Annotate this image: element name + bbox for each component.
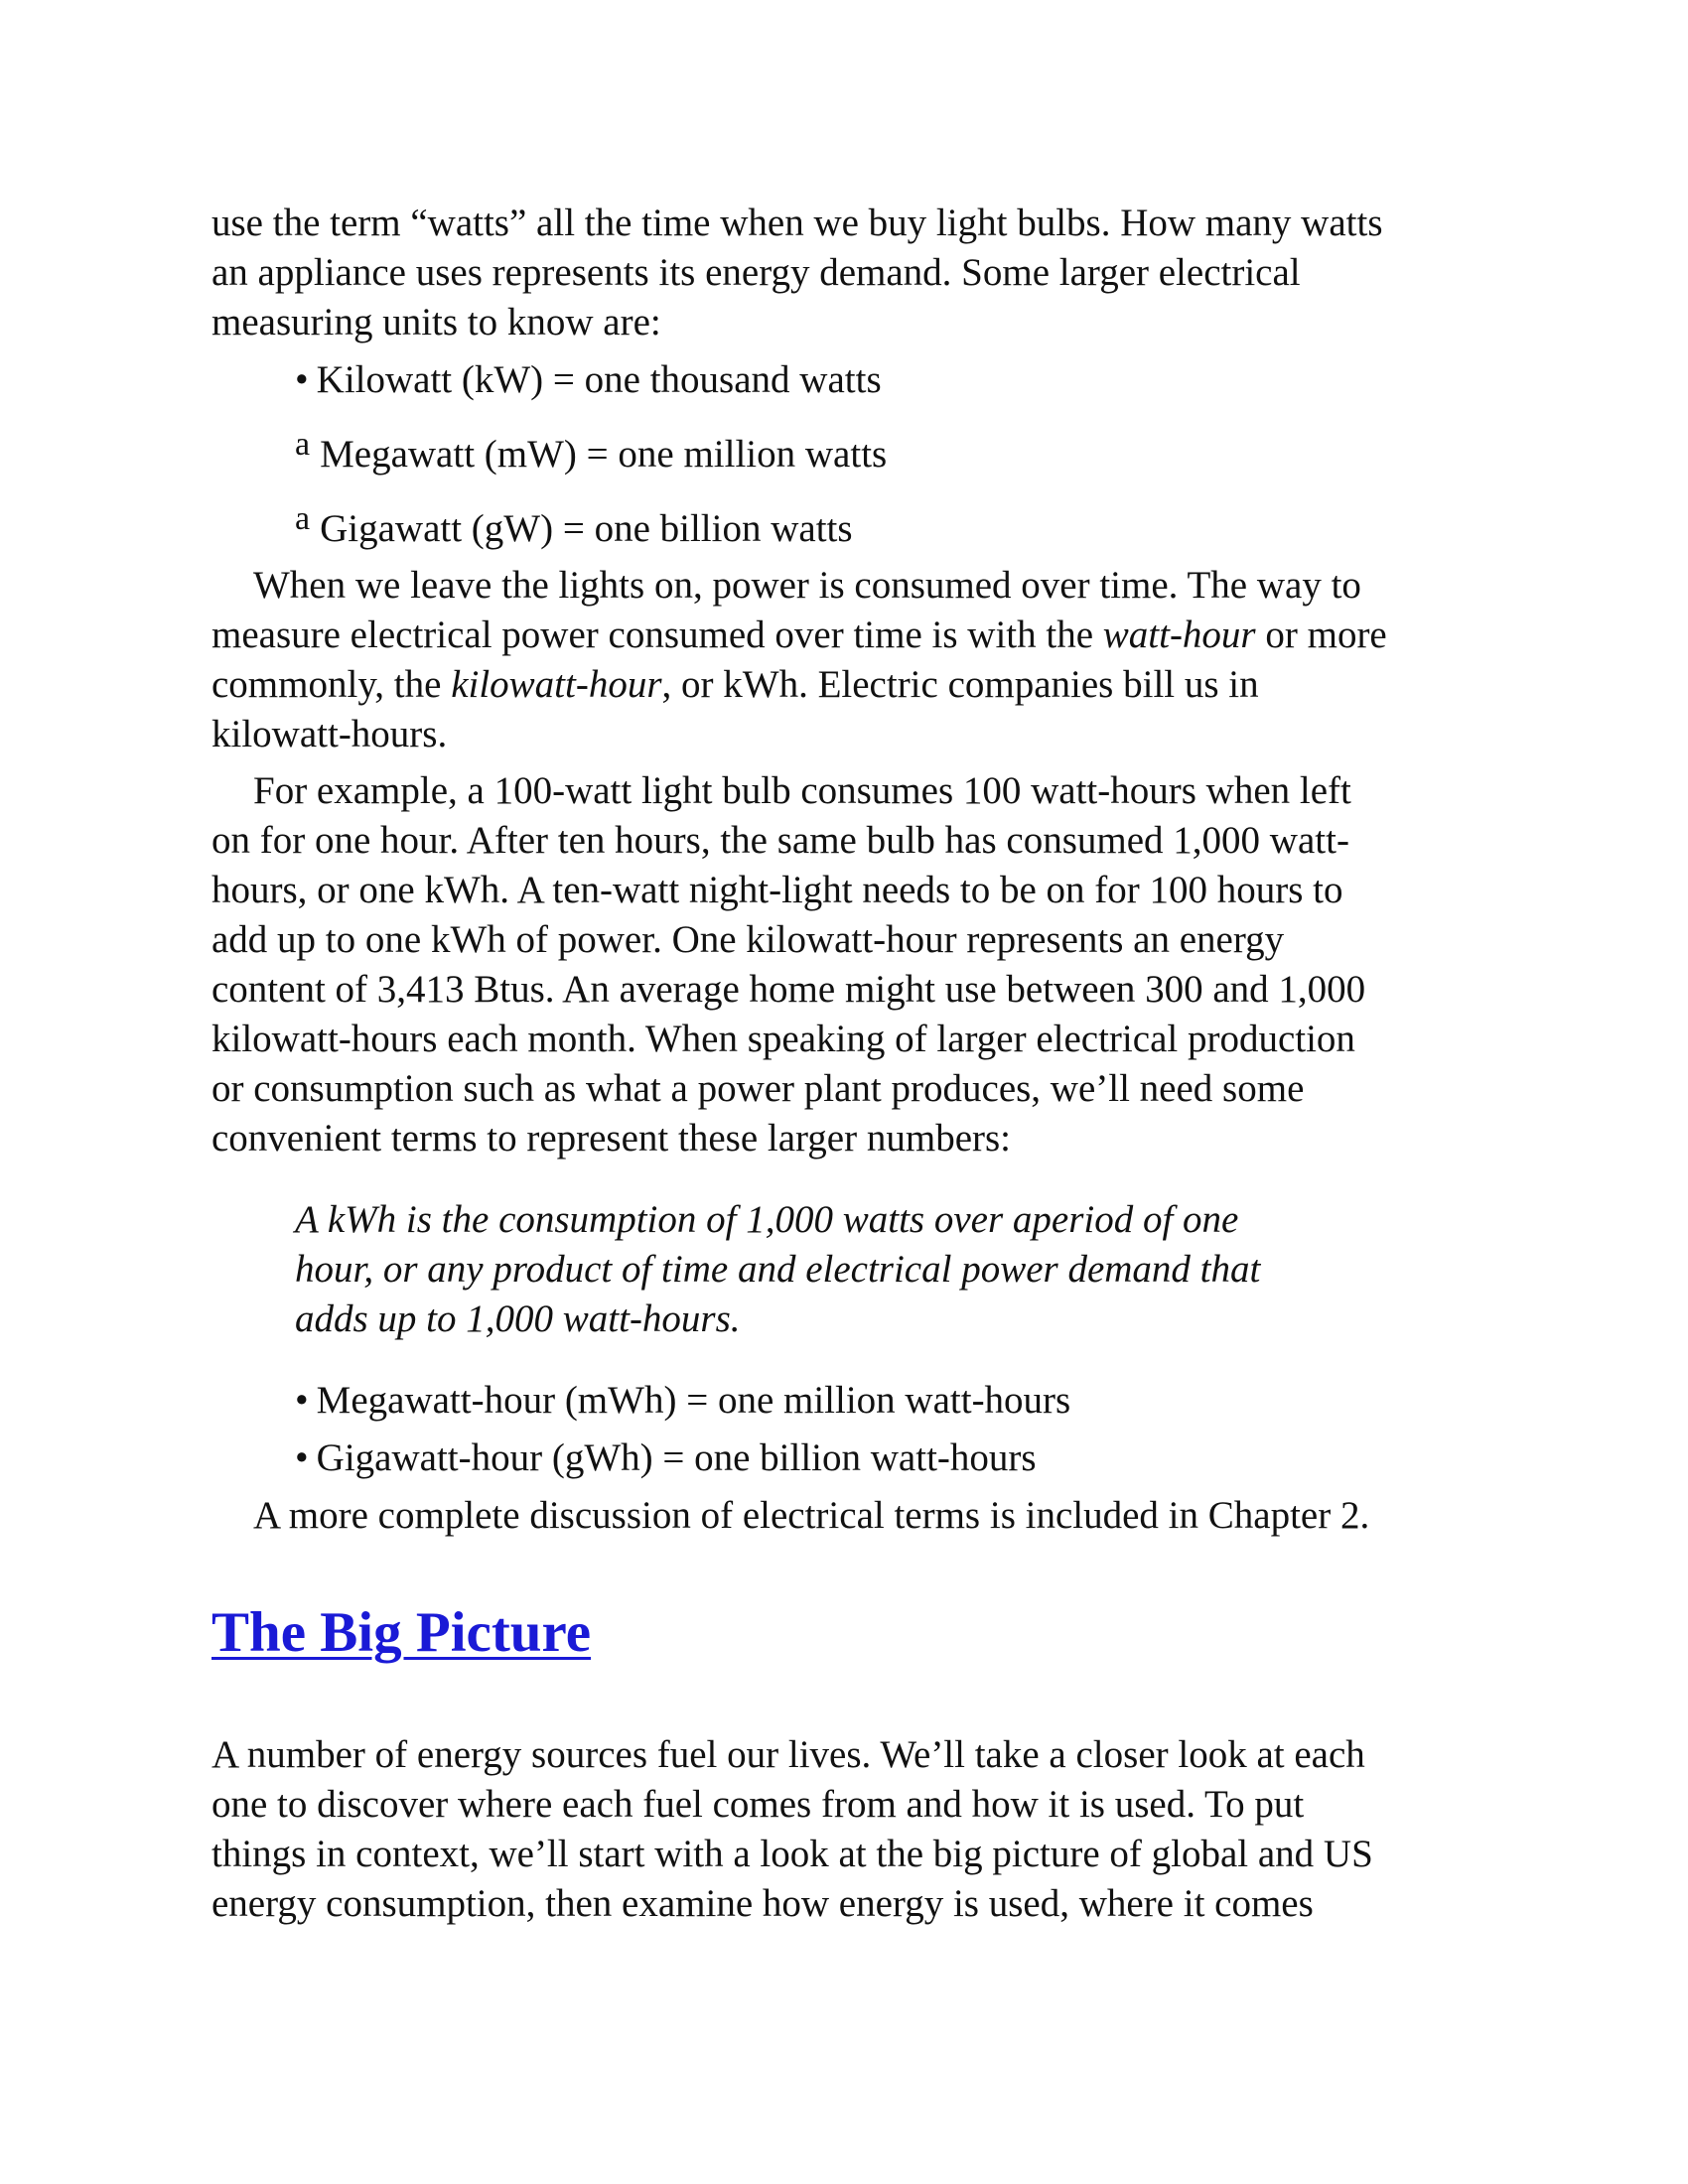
list-marker-glyph: a — [295, 426, 311, 463]
paragraph-line: kilowatt-hours. — [211, 713, 448, 755]
callout-line: adds up to 1,000 watt-hours. — [295, 1297, 741, 1340]
paragraph-line: or consumption such as what a power plant produces, we’ll need some — [211, 1067, 1305, 1110]
bullet-marker: • — [295, 1379, 309, 1422]
bullet-marker: • — [295, 358, 309, 401]
paragraph-line: add up to one kWh of power. One kilowatt-hour represents an energy — [211, 918, 1285, 961]
list-item-megawatt — [295, 413, 887, 504]
list-item-text: Megawatt (mW) = one million watts — [320, 433, 888, 476]
intro-paragraph — [211, 199, 1502, 347]
paragraph-line: one to discover where each fuel comes from and how it is used. To put — [211, 1783, 1305, 1826]
list-item-text: Megawatt-hour (mWh) = one million watt-hours — [316, 1379, 1071, 1422]
emphasis-term: kilowatt-hour — [451, 663, 662, 706]
units-list — [295, 355, 887, 554]
list-marker-glyph: a — [295, 500, 311, 537]
paragraph-line: hours, or one kWh. A ten-watt night-light needs to be on for 100 hours to — [211, 869, 1343, 911]
emphasis-term: watt-hour — [1102, 614, 1256, 656]
paragraph-line — [211, 611, 1502, 660]
paragraph-line: content of 3,413 Btus. An average home might use between 300 and 1,000 — [211, 968, 1366, 1011]
intro-line: measuring units to know are: — [211, 301, 661, 343]
paragraph-line — [211, 660, 1502, 710]
paragraph-line: on for one hour. After ten hours, the same bulb has consumed 1,000 watt- — [211, 819, 1349, 862]
list-item-kilowatt — [295, 355, 887, 413]
text-run: , or kWh. Electric companies bill us in — [661, 663, 1259, 706]
section-heading-link[interactable]: The Big Picture — [211, 1601, 592, 1664]
paragraph-line: When we leave the lights on, power is consumed over time. The way to — [253, 564, 1361, 607]
list-item-gigawatt-hour — [295, 1433, 1070, 1483]
paragraph-line: things in context, we’ll start with a look at the big picture of global and US — [211, 1833, 1373, 1875]
intro-line: an appliance uses represents its energy demand. Some larger electrical — [211, 251, 1301, 294]
chapter-note — [211, 1491, 1502, 1541]
list-item-text: Kilowatt (kW) = one thousand watts — [316, 358, 882, 401]
paragraph-line: A number of energy sources fuel our lives. We’ll take a closer look at each — [211, 1733, 1365, 1776]
watt-hour-units-list — [295, 1376, 1070, 1483]
paragraph-line: energy consumption, then examine how energy is used, where it comes — [211, 1882, 1314, 1925]
paragraph-line: convenient terms to represent these larger numbers: — [211, 1117, 1012, 1160]
text-run: or more — [1255, 614, 1387, 656]
intro-line: use the term “watts” all the time when we buy light bulbs. How many watts — [211, 202, 1383, 244]
callout-line: A kWh is the consumption of 1,000 watts over aperiod of one — [295, 1198, 1239, 1241]
list-item-megawatt-hour — [295, 1376, 1070, 1433]
list-item-text: Gigawatt-hour (gWh) = one billion watt-hours — [316, 1436, 1037, 1479]
list-item-gigawatt — [295, 500, 887, 554]
list-item-text: Gigawatt (gW) = one billion watts — [320, 507, 853, 550]
watt-hour-paragraph — [211, 561, 1502, 759]
example-paragraph — [211, 766, 1502, 1163]
bullet-marker: • — [295, 1436, 309, 1479]
section-paragraph — [211, 1730, 1502, 1929]
paragraph-line: kilowatt-hours each month. When speaking of larger electrical production — [211, 1018, 1355, 1060]
text-run: measure electrical power consumed over time is with the — [211, 614, 1103, 656]
paragraph-line: A more complete discussion of electrical terms is included in Chapter 2. — [253, 1494, 1370, 1537]
definition-callout — [295, 1195, 1367, 1344]
text-run: commonly, the — [211, 663, 452, 706]
callout-line: hour, or any product of time and electrical power demand that — [295, 1248, 1261, 1291]
paragraph-line: For example, a 100-watt light bulb consumes 100 watt-hours when left — [253, 769, 1351, 812]
